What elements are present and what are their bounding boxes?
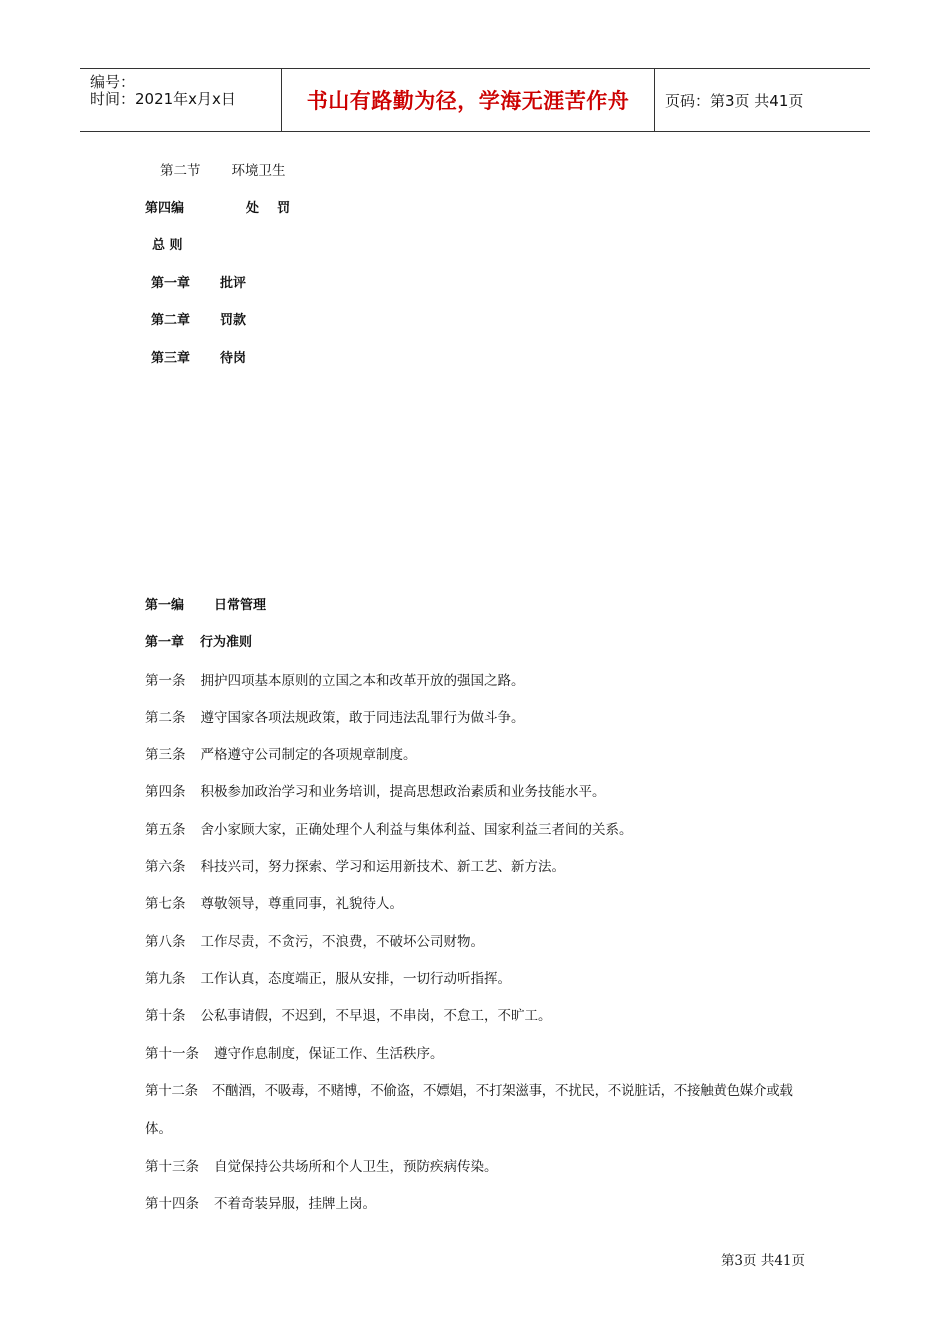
header-page-number: 页码：第3页 共41页 — [665, 91, 804, 110]
page-footer-number: 第3页 共41页 — [720, 1253, 805, 1269]
document-number: 编号： — [90, 73, 136, 91]
article-14: 第十四条 不着奇装异服，挂牌上岗。 — [145, 1196, 376, 1212]
article-2: 第二条 遵守国家各项法规政策，敢于同违法乱罪行为做斗争。 — [145, 710, 525, 726]
article-7: 第七条 尊敬领导，尊重同事，礼貌待人。 — [145, 896, 403, 912]
header-motto: 书山有路勤为径，学海无涯苦作舟 — [282, 69, 655, 131]
chapter-1-heading: 第一章 行为准则 — [145, 635, 253, 650]
article-10: 第十条 公私事请假，不迟到，不早退，不串岗，不怠工，不旷工。 — [145, 1008, 552, 1024]
article-11: 第十一条 遵守作息制度，保证工作、生活秩序。 — [145, 1046, 444, 1062]
article-12-continuation: 体。 — [145, 1121, 172, 1137]
toc-chapter-1: 第一章 批评 — [151, 276, 247, 291]
part-1-heading: 第一编 日常管理 — [145, 598, 267, 613]
toc-part-4: 第四编 处 罚 — [145, 201, 291, 216]
article-1: 第一条 拥护四项基本原则的立国之本和改革开放的强国之路。 — [145, 673, 525, 689]
article-5: 第五条 舍小家顾大家，正确处理个人利益与集体利益、国家利益三者间的关系。 — [145, 822, 633, 838]
toc-general: 总 则 — [152, 238, 183, 253]
document-date: 时间：2021年x月x日 — [90, 90, 236, 108]
article-6: 第六条 科技兴司，努力探索、学习和运用新技术、新工艺、新方法。 — [145, 859, 565, 875]
toc-chapter-2: 第二章 罚款 — [151, 313, 247, 328]
article-9: 第九条 工作认真，态度端正，服从安排，一切行动听指挥。 — [145, 971, 511, 987]
article-4: 第四条 积极参加政治学习和业务培训，提高思想政治素质和业务技能水平。 — [145, 784, 606, 800]
toc-chapter-3: 第三章 待岗 — [151, 351, 247, 366]
toc-section-2: 第二节 环境卫生 — [160, 163, 286, 179]
article-13: 第十三条 自觉保持公共场所和个人卫生，预防疾病传染。 — [145, 1159, 498, 1175]
header-meta — [80, 69, 282, 131]
page-header — [80, 68, 870, 132]
article-3: 第三条 严格遵守公司制定的各项规章制度。 — [145, 747, 417, 763]
article-12: 第十二条 不酗酒，不吸毒，不赌博，不偷盗，不嫖娼，不打架滋事，不扰民，不说脏话，不接触黄色媒介或载 — [145, 1083, 793, 1099]
article-8: 第八条 工作尽责，不贪污，不浪费，不破坏公司财物。 — [145, 934, 484, 950]
